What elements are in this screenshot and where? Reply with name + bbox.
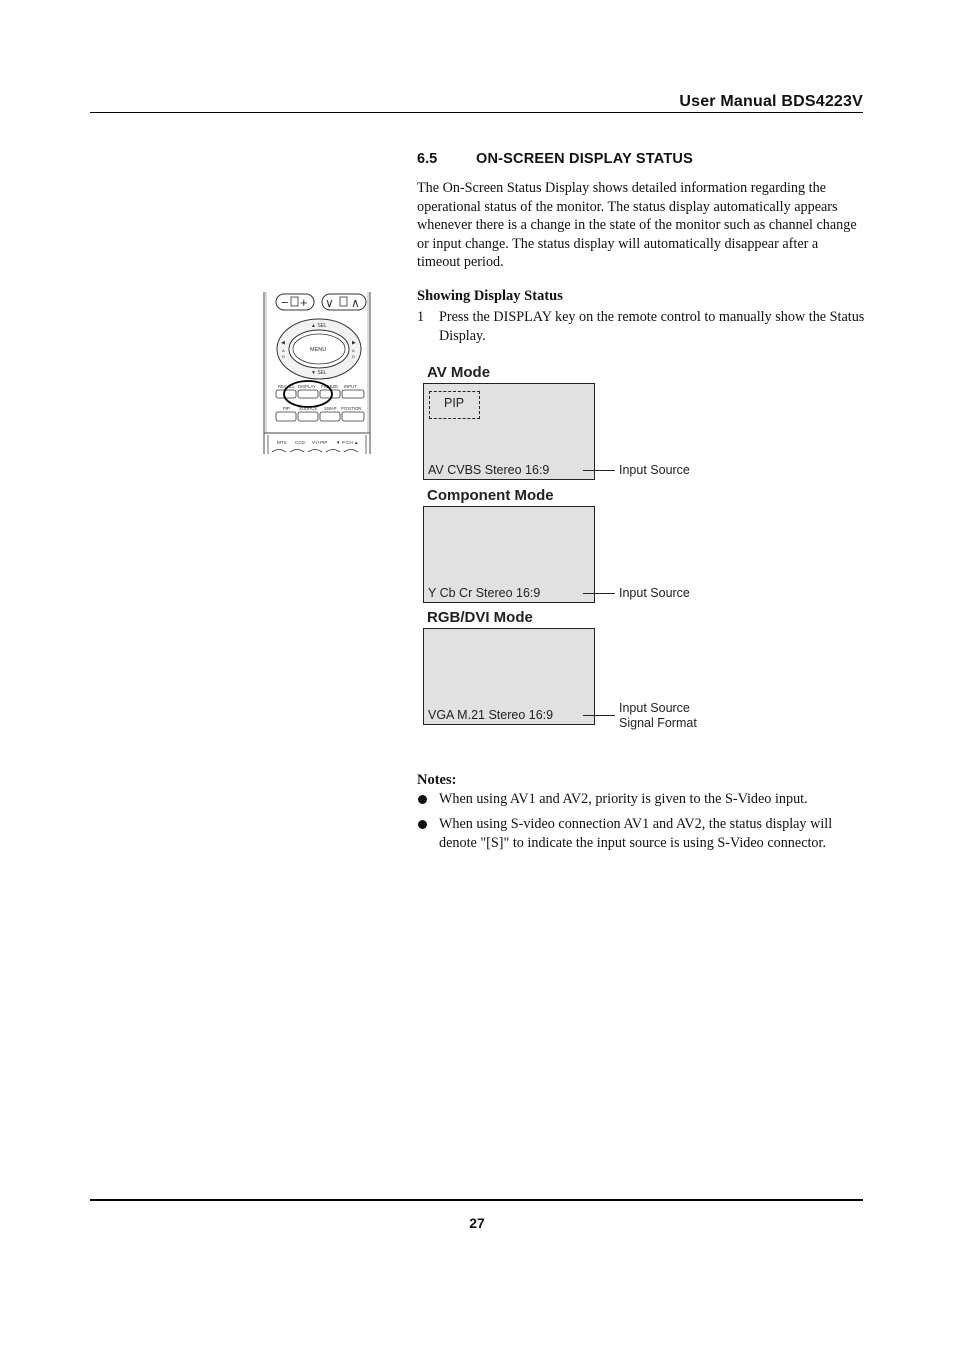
svg-text:∨: ∨	[325, 296, 334, 310]
av-mode-status-text: AV CVBS Stereo 16:9	[428, 463, 550, 477]
svg-text:▶: ▶	[352, 340, 356, 346]
component-mode-status-text: Y Cb Cr Stereo 16:9	[428, 586, 541, 600]
bullet-icon	[418, 820, 427, 829]
svg-text:V-/+PIP: V-/+PIP	[312, 440, 328, 445]
svg-text:SOURCE: SOURCE	[299, 406, 318, 411]
step-number: 1	[417, 309, 425, 325]
pip-label: PIP	[444, 396, 465, 410]
rgb-dvi-mode-callout-input-source: Input Source	[619, 701, 690, 715]
svg-text:▲ SEL: ▲ SEL	[311, 323, 327, 329]
header-divider	[90, 112, 863, 113]
rgb-dvi-mode-title: RGB/DVI Mode	[427, 609, 533, 626]
section-number: 6.5	[417, 151, 438, 167]
note-item: When using S-video connection AV1 and AV2, the status display will denote "[S]" to indicate the input source is using S-Video connector.	[439, 816, 833, 851]
svg-text:PIP: PIP	[283, 406, 290, 411]
notes-heading: Notes:	[417, 772, 457, 788]
av-mode-callout-input-source: Input Source	[619, 463, 690, 477]
svg-text:CCD: CCD	[295, 440, 305, 445]
svg-text:DISPLAY: DISPLAY	[298, 384, 316, 389]
svg-text:RECALL: RECALL	[278, 384, 295, 389]
rgb-dvi-mode-callout-signal-format: Signal Format	[619, 716, 697, 730]
av-mode-callout-line	[583, 470, 615, 471]
intro-paragraph: The On-Screen Status Display shows detailed information regarding the operational status of the monitor. The status display automatically appears whenever there is a change in the state of the monitor such as channel change or input change. The status display will automatically disappear after a timeout period.	[417, 180, 857, 271]
svg-text:SWAP: SWAP	[324, 406, 337, 411]
section-title: ON-SCREEN DISPLAY STATUS	[476, 151, 693, 167]
header-title: User Manual BDS4223V	[679, 93, 863, 110]
component-mode-callout-line	[583, 593, 615, 594]
svg-text:A: A	[282, 348, 285, 353]
svg-text:MTS: MTS	[277, 440, 287, 445]
rgb-dvi-mode-status-text: VGA M.21 Stereo 16:9	[428, 708, 554, 722]
svg-text:INPUT: INPUT	[344, 384, 357, 389]
step-text: Press the DISPLAY key on the remote control to manually show the Status Display.	[439, 309, 865, 344]
component-mode-title: Component Mode	[427, 487, 554, 504]
svg-text:FREEZE: FREEZE	[321, 384, 338, 389]
subheading-showing-display-status: Showing Display Status	[417, 288, 563, 304]
footer-divider	[90, 1199, 863, 1201]
svg-text:▼ P-CH ▲: ▼ P-CH ▲	[336, 440, 359, 445]
page-number: 27	[469, 1215, 485, 1231]
rgb-dvi-mode-callout-line	[583, 715, 615, 716]
svg-text:A: A	[352, 348, 355, 353]
remote-control-illustration	[262, 292, 372, 454]
svg-text:▼ SEL: ▼ SEL	[311, 370, 327, 376]
svg-text:∧: ∧	[351, 296, 360, 310]
remote-control-drawing	[262, 292, 372, 454]
svg-text:−: −	[281, 295, 289, 310]
svg-text:D: D	[282, 354, 285, 359]
svg-text:MENU: MENU	[310, 347, 327, 353]
component-mode-callout-input-source: Input Source	[619, 586, 690, 600]
note-item: When using AV1 and AV2, priority is given to the S-Video input.	[439, 791, 808, 807]
svg-text:D: D	[352, 354, 355, 359]
svg-text:POSITION: POSITION	[341, 406, 362, 411]
svg-text:◀: ◀	[281, 340, 285, 346]
bullet-icon	[418, 795, 427, 804]
av-mode-title: AV Mode	[427, 364, 491, 381]
svg-text:+: +	[300, 295, 308, 310]
